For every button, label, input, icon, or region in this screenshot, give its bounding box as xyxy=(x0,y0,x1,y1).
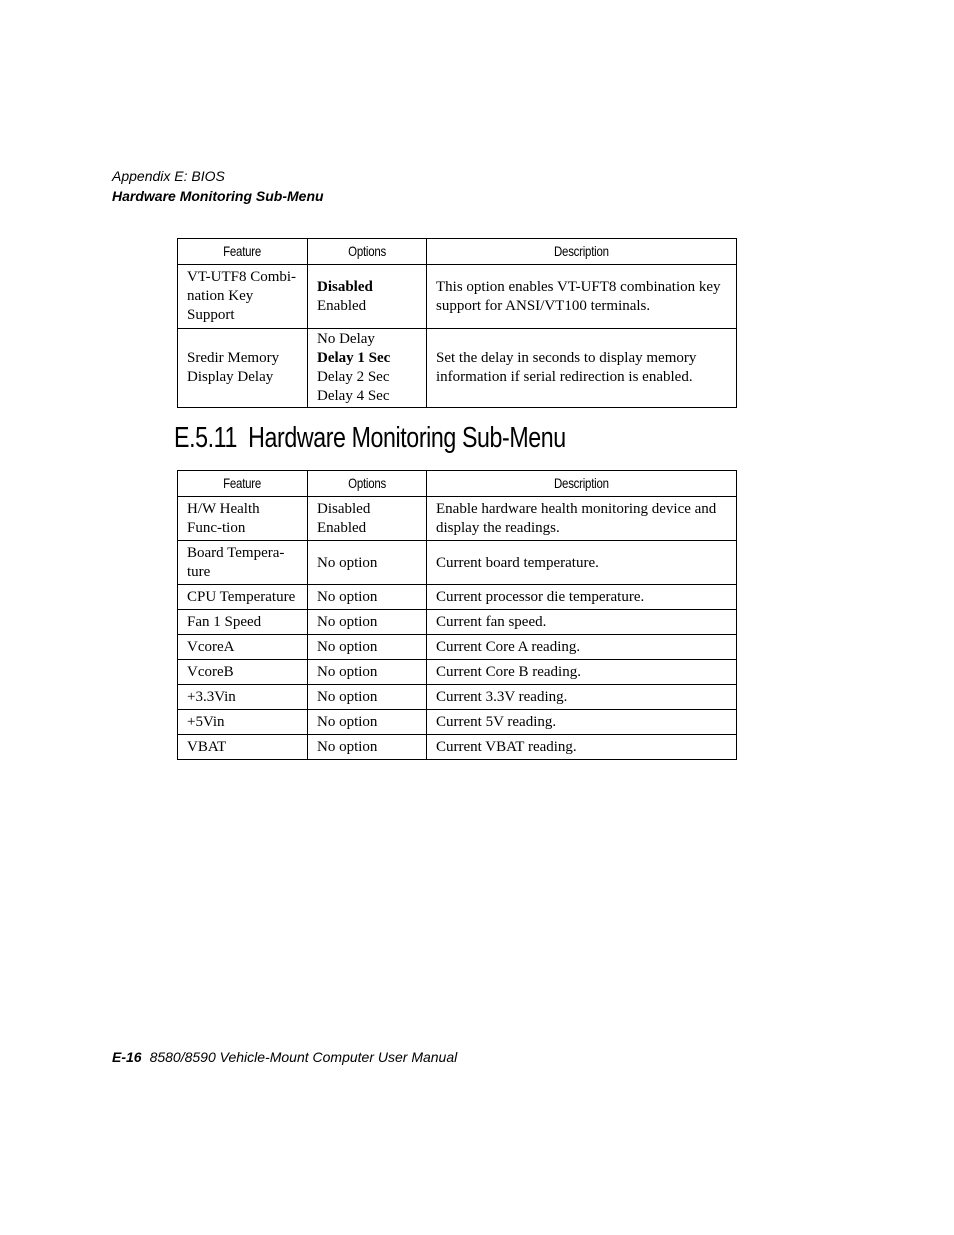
table-row xyxy=(178,265,737,329)
description-cell: Current 5V reading. xyxy=(427,710,737,735)
table-header-row xyxy=(178,239,737,265)
options-cell: No option xyxy=(308,541,427,585)
feature-cell: Board Tempera-ture xyxy=(178,541,308,585)
feature-cell: +5Vin xyxy=(178,710,308,735)
running-head-section: Hardware Monitoring Sub-Menu xyxy=(112,188,324,204)
table-row xyxy=(178,735,737,760)
feature-cell: Fan 1 Speed xyxy=(178,610,308,635)
table-row xyxy=(178,541,737,585)
hardware-monitoring-table xyxy=(177,470,737,760)
section-title: Hardware Monitoring Sub-Menu xyxy=(248,422,566,454)
column-header-feature: Feature xyxy=(178,239,308,265)
feature-cell: VBAT xyxy=(178,735,308,760)
description-cell: Current 3.3V reading. xyxy=(427,685,737,710)
table-row xyxy=(178,660,737,685)
section-heading xyxy=(174,418,566,458)
table-row xyxy=(178,710,737,735)
options-cell: No option xyxy=(308,610,427,635)
option: Delay 4 Sec xyxy=(317,388,390,404)
column-header-description: Description xyxy=(427,471,737,497)
description-cell: Current Core A reading. xyxy=(427,635,737,660)
table-row xyxy=(178,635,737,660)
feature-cell: VcoreA xyxy=(178,635,308,660)
feature-cell: VT-UTF8 Combi-nation Key Support xyxy=(178,265,308,329)
option: Enabled xyxy=(317,297,367,314)
feature-cell: +3.3Vin xyxy=(178,685,308,710)
options-cell: No option xyxy=(308,635,427,660)
feature-cell: CPU Temperature xyxy=(178,585,308,610)
table-row xyxy=(178,585,737,610)
option: Enabled xyxy=(317,520,367,536)
serial-console-options-table xyxy=(177,238,737,408)
column-header-feature: Feature xyxy=(178,471,308,497)
description-cell: Current VBAT reading. xyxy=(427,735,737,760)
section-number: E.5.11 xyxy=(174,422,237,454)
feature-cell: H/W Health Func-tion xyxy=(178,497,308,541)
page-footer xyxy=(112,1047,457,1067)
page-number: E-16 xyxy=(112,1049,142,1065)
option-default: Disabled xyxy=(317,278,373,295)
table-row xyxy=(178,610,737,635)
description-cell: Current processor die temperature. xyxy=(427,585,737,610)
description-cell: Enable hardware health monitoring device and display the readings. xyxy=(427,497,737,541)
feature-cell: VcoreB xyxy=(178,660,308,685)
table-header-row xyxy=(178,471,737,497)
options-cell xyxy=(308,497,427,541)
description-cell: This option enables VT-UFT8 combination key support for ANSI/VT100 terminals. xyxy=(427,265,737,329)
column-header-options: Options xyxy=(308,239,427,265)
options-cell: No option xyxy=(308,685,427,710)
description-cell: Current Core B reading. xyxy=(427,660,737,685)
options-cell: No option xyxy=(308,710,427,735)
running-head-chapter: Appendix E: BIOS xyxy=(112,168,225,184)
feature-cell: Sredir Memory Display Delay xyxy=(178,329,308,408)
description-cell: Current board temperature. xyxy=(427,541,737,585)
option: No Delay xyxy=(317,331,375,347)
table-row xyxy=(178,329,737,408)
options-cell: No option xyxy=(308,660,427,685)
options-cell xyxy=(308,265,427,329)
description-cell: Set the delay in seconds to display memory information if serial redirection is enabled. xyxy=(427,329,737,408)
table-row xyxy=(178,497,737,541)
column-header-description: Description xyxy=(427,239,737,265)
description-cell: Current fan speed. xyxy=(427,610,737,635)
option: Delay 2 Sec xyxy=(317,369,390,385)
options-cell: No option xyxy=(308,585,427,610)
running-head xyxy=(112,166,324,206)
option-default: Delay 1 Sec xyxy=(317,350,391,366)
options-cell: No option xyxy=(308,735,427,760)
manual-title: 8580/8590 Vehicle-Mount Computer User Manual xyxy=(149,1049,458,1065)
table-row xyxy=(178,685,737,710)
options-cell xyxy=(308,329,427,408)
column-header-options: Options xyxy=(308,471,427,497)
option: Disabled xyxy=(317,501,371,517)
